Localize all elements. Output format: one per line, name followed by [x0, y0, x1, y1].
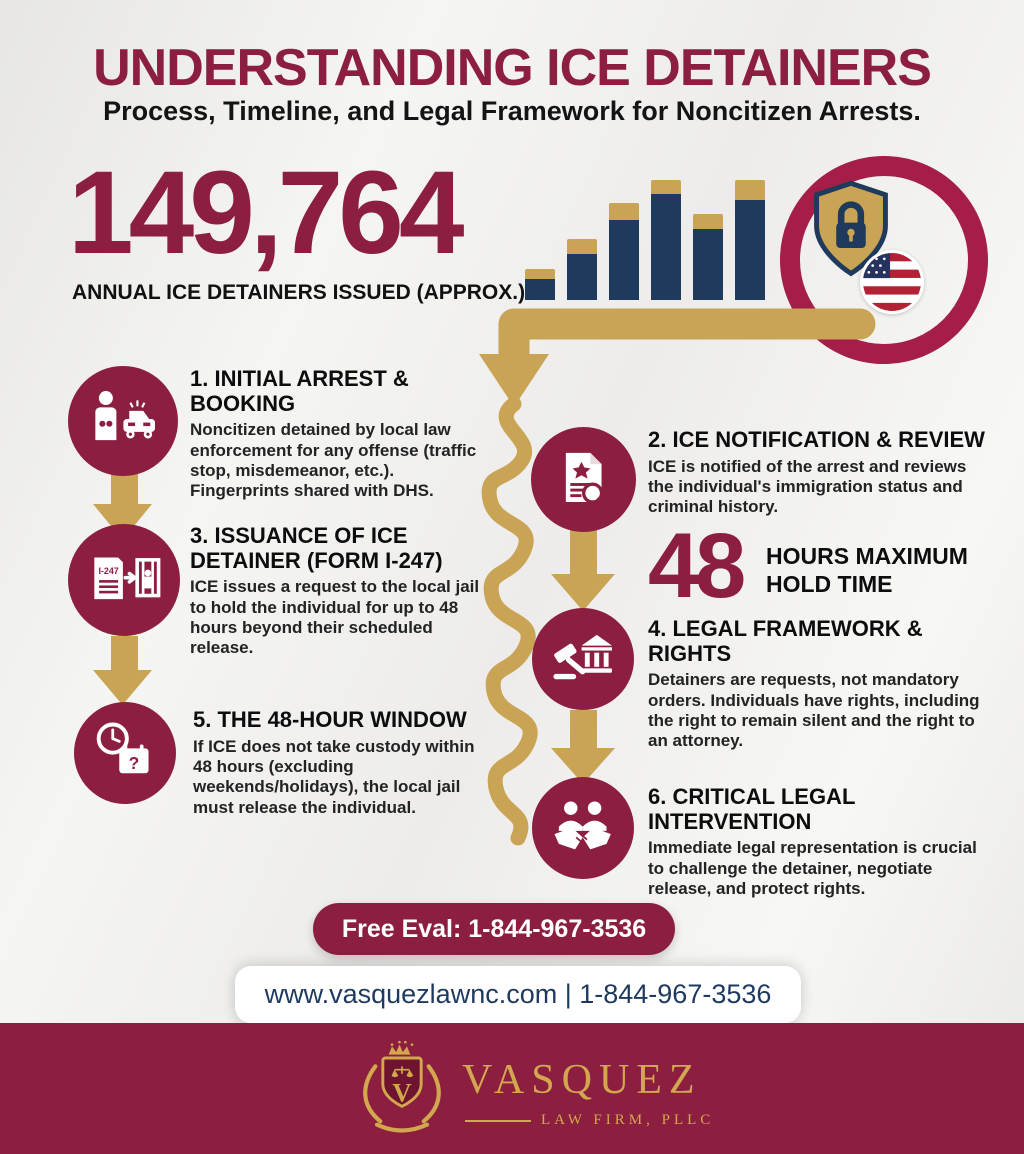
vasquez-logo-emblem [352, 1038, 452, 1142]
contact-card[interactable] [235, 966, 801, 1023]
step6-circle [532, 777, 634, 879]
step5-title: 5. THE 48-HOUR WINDOW [193, 707, 467, 732]
step5-text [193, 708, 498, 818]
hold-time-label: HOURS MAXIMUM HOLD TIME [766, 543, 968, 597]
step5-circle [74, 702, 176, 804]
step6-title: 6. CRITICAL LEGAL INTERVENTION [648, 784, 855, 834]
chart-bar [525, 269, 555, 300]
step2-text [648, 428, 993, 518]
chart-bar [735, 180, 765, 300]
step1-body: Noncitizen detained by local law enforcement for any offense (traffic stop, misdemeanor, etc.). Fingerprints shared with DHS. [190, 420, 477, 501]
step3-body: ICE issues a request to the local jail to hold the individual for up to 48 hours beyond their scheduled release. [190, 577, 480, 658]
page-subtitle: Process, Timeline, and Legal Framework for Noncitizen Arrests. [103, 96, 921, 126]
attorneys-handshake-icon [548, 793, 617, 862]
step5-body: If ICE does not take custody within 48 hours (excluding weekends/holidays), the local jail must release the individual. [193, 736, 475, 817]
website-phone-text[interactable]: www.vasquezlawnc.com | 1-844-967-3536 [264, 979, 772, 1009]
step4-circle [532, 608, 634, 710]
brand-divider-line [465, 1120, 531, 1122]
free-eval-button[interactable]: Free Eval: 1-844-967-3536 [313, 903, 675, 955]
step3-text [190, 524, 490, 659]
us-flag-icon [860, 250, 924, 314]
chart-bar [567, 239, 597, 300]
step1-text [190, 367, 495, 502]
step2-title: 2. ICE NOTIFICATION & REVIEW [648, 427, 985, 452]
brand-subtitle-row [465, 1112, 714, 1129]
step6-body: Immediate legal representation is crucial to challenge the detainer, negotiate release, and protect rights. [648, 838, 977, 899]
clock-calendar-icon [90, 718, 159, 787]
gavel-courthouse-icon [548, 624, 617, 693]
step4-text [648, 617, 998, 752]
step2-circle [531, 427, 636, 532]
chart-bar [693, 214, 723, 300]
handcuffed-person-police-car-icon [86, 384, 161, 459]
form-i247-to-jail-icon [86, 542, 162, 618]
page-title: UNDERSTANDING ICE DETAINERS [93, 39, 931, 97]
step4-title: 4. LEGAL FRAMEWORK & RIGHTS [648, 616, 923, 666]
svg-text:V: V [392, 1077, 412, 1108]
chart-bar [651, 180, 681, 300]
brand-subtitle: LAW FIRM, PLLC [541, 1112, 715, 1128]
annual-detainers-count: 149,764 [68, 147, 460, 279]
step6-text [648, 785, 1003, 899]
step4-body: Detainers are requests, not mandatory orders. Individuals have rights, including the right to remain silent and the right to an attorney. [648, 670, 980, 751]
chart-bar [609, 203, 639, 300]
detainers-bar-chart [525, 179, 797, 300]
svg-text:I-247: I-247 [98, 566, 119, 577]
step3-title: 3. ISSUANCE OF ICE DETAINER (FORM I-247) [190, 523, 443, 573]
brand-name: VASQUEZ [462, 1057, 702, 1103]
document-eagle-magnifier-icon [548, 444, 619, 515]
annual-detainers-label: ANNUAL ICE DETAINERS ISSUED (APPROX.) [72, 281, 526, 304]
svg-text:?: ? [128, 753, 140, 774]
step2-body: ICE is notified of the arrest and reviews the individual's immigration status and criminal history. [648, 456, 967, 517]
step1-circle [68, 366, 178, 476]
step3-circle [68, 524, 180, 636]
step1-title: 1. INITIAL ARREST & BOOKING [190, 366, 409, 416]
hold-time-value: 48 [648, 515, 743, 617]
